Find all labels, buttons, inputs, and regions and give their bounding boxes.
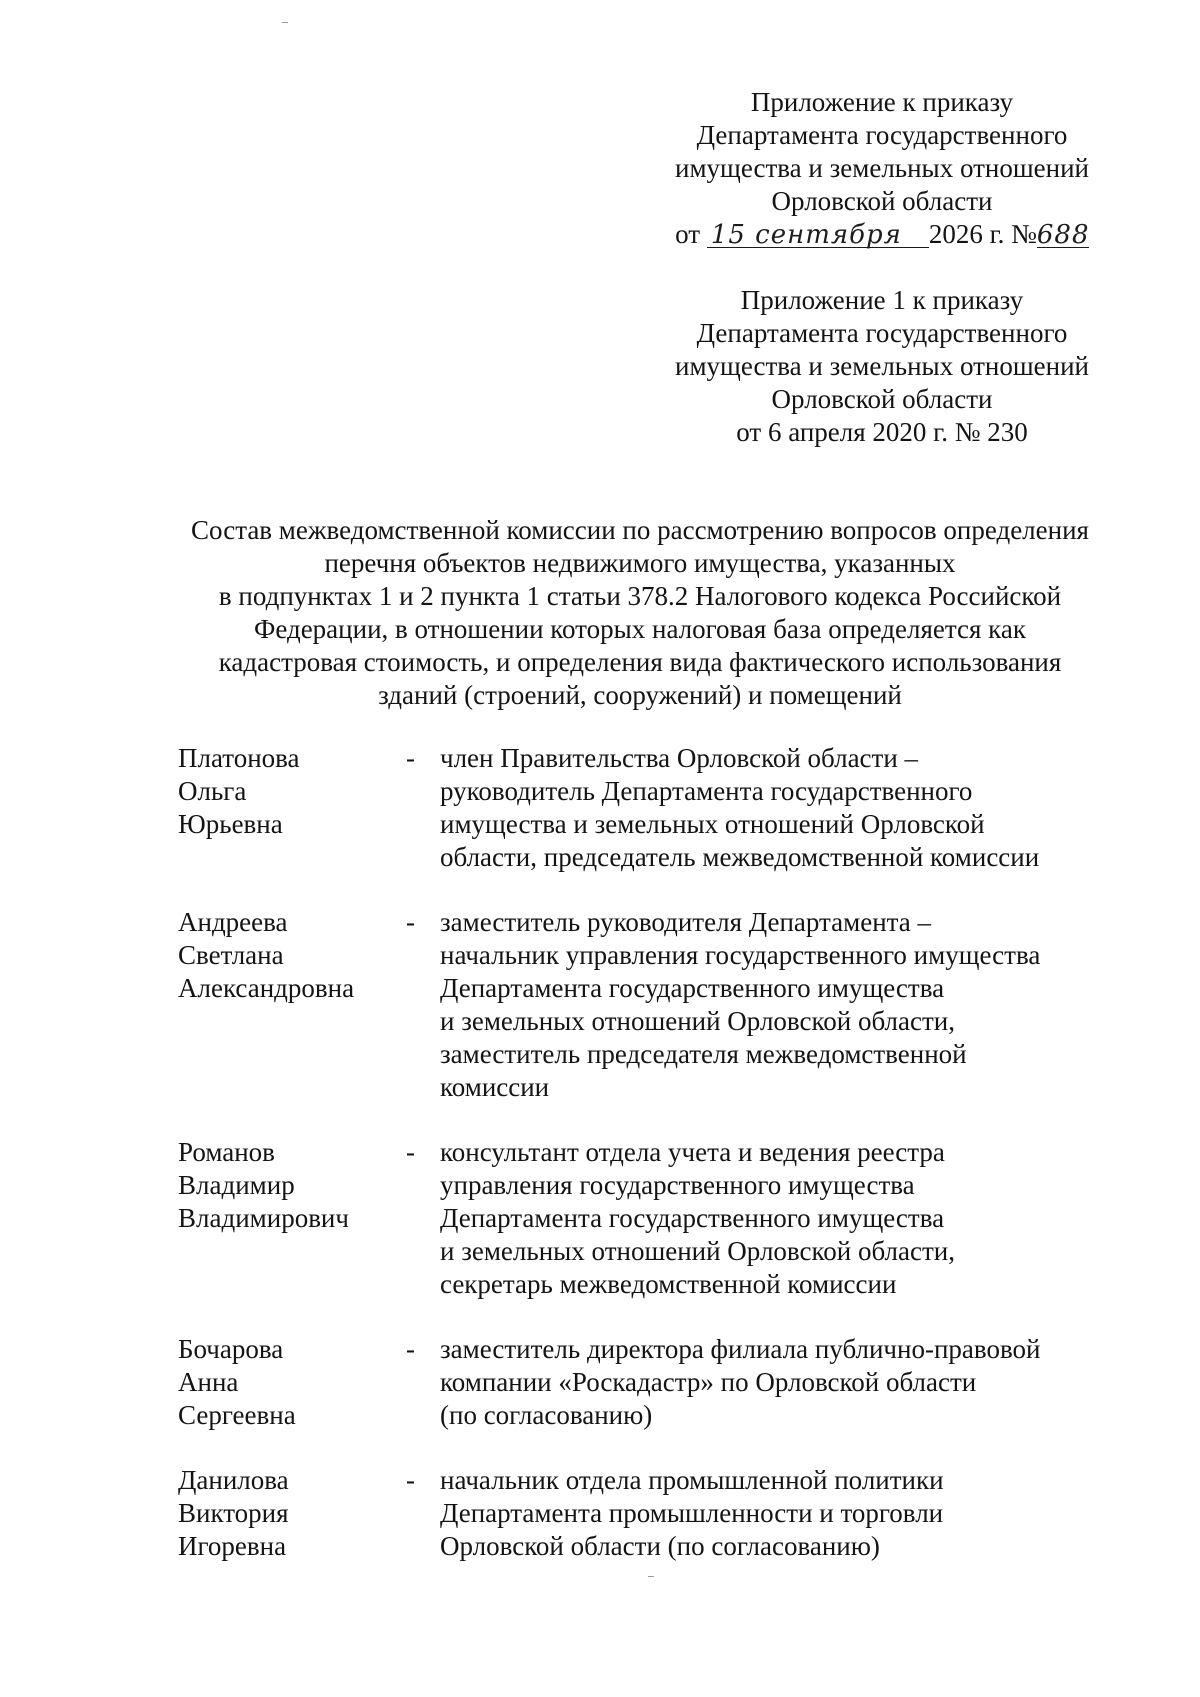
position-line: член Правительства Орловской области – [440, 743, 919, 773]
member-name [178, 1464, 406, 1563]
member-dash: - [406, 1334, 415, 1364]
position-line: Департамента промышленности и торговли [440, 1498, 944, 1528]
position-line: и земельных отношений Орловской области, [440, 1006, 955, 1036]
member-entry [178, 1464, 1138, 1563]
position-line: комиссии [440, 1072, 550, 1102]
member-first-name: Анна [178, 1367, 239, 1397]
member-surname: Андреева [178, 907, 288, 937]
appendix-line: Департамента государственного [696, 318, 1068, 348]
member-name [178, 1333, 406, 1432]
position-line: имущества и земельных отношений Орловской [440, 809, 985, 839]
title-line: перечня объектов недвижимого имущества, указанных [324, 548, 956, 578]
position-line: и земельных отношений Орловской области, [440, 1236, 955, 1266]
member-dash: - [406, 907, 415, 937]
member-patronymic: Игоревна [178, 1531, 287, 1561]
position-line: заместитель председателя межведомственной [440, 1039, 967, 1069]
title-line: кадастровая стоимость, и определения вида фактического использования [218, 647, 1062, 677]
date-prefix: от [675, 219, 701, 249]
number-blank [1037, 222, 1089, 248]
appendix-header-original [662, 284, 1102, 449]
appendix-line: Приложение 1 к приказу [740, 285, 1024, 315]
handwritten-date: 15 сентября [710, 220, 902, 250]
position-line: компании «Роскадастр» по Орловской области [440, 1367, 977, 1397]
position-line: управления государственного имущества [440, 1170, 915, 1200]
appendix-line: Орловской области [771, 186, 993, 216]
position-line: заместитель руководителя Департамента – [440, 907, 932, 937]
member-first-name: Виктория [178, 1498, 289, 1528]
title-line: Состав межведомственной комиссии по рассмотрению вопросов определения [191, 515, 1089, 545]
appendix-header-current [662, 86, 1102, 251]
handwritten-number: 688 [1036, 220, 1090, 250]
member-name [178, 906, 406, 1104]
date-blank [707, 222, 929, 248]
member-name [178, 1136, 406, 1301]
member-patronymic: Александровна [178, 973, 355, 1003]
position-line: начальник отдела промышленной политики [440, 1465, 944, 1495]
member-surname: Романов [178, 1137, 275, 1167]
member-first-name: Ольга [178, 776, 247, 806]
appendix-line: Орловской области [771, 384, 993, 414]
position-line: Департамента государственного имущества [440, 1203, 945, 1233]
member-position [440, 906, 1140, 1104]
appendix-line: имущества и земельных отношений [675, 351, 1089, 381]
appendix-date-line: от 6 апреля 2020 г. № 230 [736, 417, 1028, 447]
member-name [178, 742, 406, 874]
member-position [440, 1464, 1140, 1563]
title-line: в подпунктах 1 и 2 пункта 1 статьи 378.2 Налогового кодекса Российской [218, 581, 1062, 611]
member-first-name: Владимир [178, 1170, 295, 1200]
appendix-line: Приложение к приказу [750, 87, 1014, 117]
member-surname: Бочарова [178, 1334, 284, 1364]
commission-members-list [178, 742, 1138, 1563]
scan-speck [648, 1576, 654, 1577]
position-line: (по согласованию) [440, 1400, 653, 1430]
position-line: начальник управления государственного имущества [440, 940, 1041, 970]
member-entry [178, 906, 1138, 1104]
position-line: Орловской области (по согласованию) [440, 1531, 880, 1561]
member-patronymic: Владимирович [178, 1203, 349, 1233]
appendix-line: имущества и земельных отношений [675, 153, 1089, 183]
member-surname: Данилова [178, 1465, 289, 1495]
member-position [440, 742, 1140, 874]
document-title [150, 514, 1130, 712]
member-entry [178, 1333, 1138, 1432]
position-line: секретарь межведомственной комиссии [440, 1269, 897, 1299]
member-dash: - [406, 743, 415, 773]
member-entry [178, 1136, 1138, 1301]
position-line: заместитель директора филиала публично-правовой [440, 1334, 1041, 1364]
position-line: Департамента государственного имущества [440, 973, 945, 1003]
member-first-name: Светлана [178, 940, 284, 970]
member-position [440, 1136, 1140, 1301]
title-line: зданий (строений, сооружений) и помещений [378, 680, 902, 710]
position-line: области, председатель межведомственной комиссии [440, 842, 1040, 872]
member-entry [178, 742, 1138, 874]
member-patronymic: Юрьевна [178, 809, 283, 839]
position-line: консультант отдела учета и ведения реестра [440, 1137, 945, 1167]
position-line: руководитель Департамента государственного [440, 776, 973, 806]
title-line: Федерации, в отношении которых налоговая база определяется как [254, 614, 1026, 644]
year-text: 2026 г. № [928, 219, 1037, 249]
appendix-line: Департамента государственного [696, 120, 1068, 150]
scan-speck [282, 22, 288, 23]
member-position [440, 1333, 1140, 1432]
appendix-date-line [662, 218, 1102, 251]
member-dash: - [406, 1137, 415, 1167]
member-surname: Платонова [178, 743, 300, 773]
member-patronymic: Сергеевна [178, 1400, 296, 1430]
member-dash: - [406, 1465, 415, 1495]
